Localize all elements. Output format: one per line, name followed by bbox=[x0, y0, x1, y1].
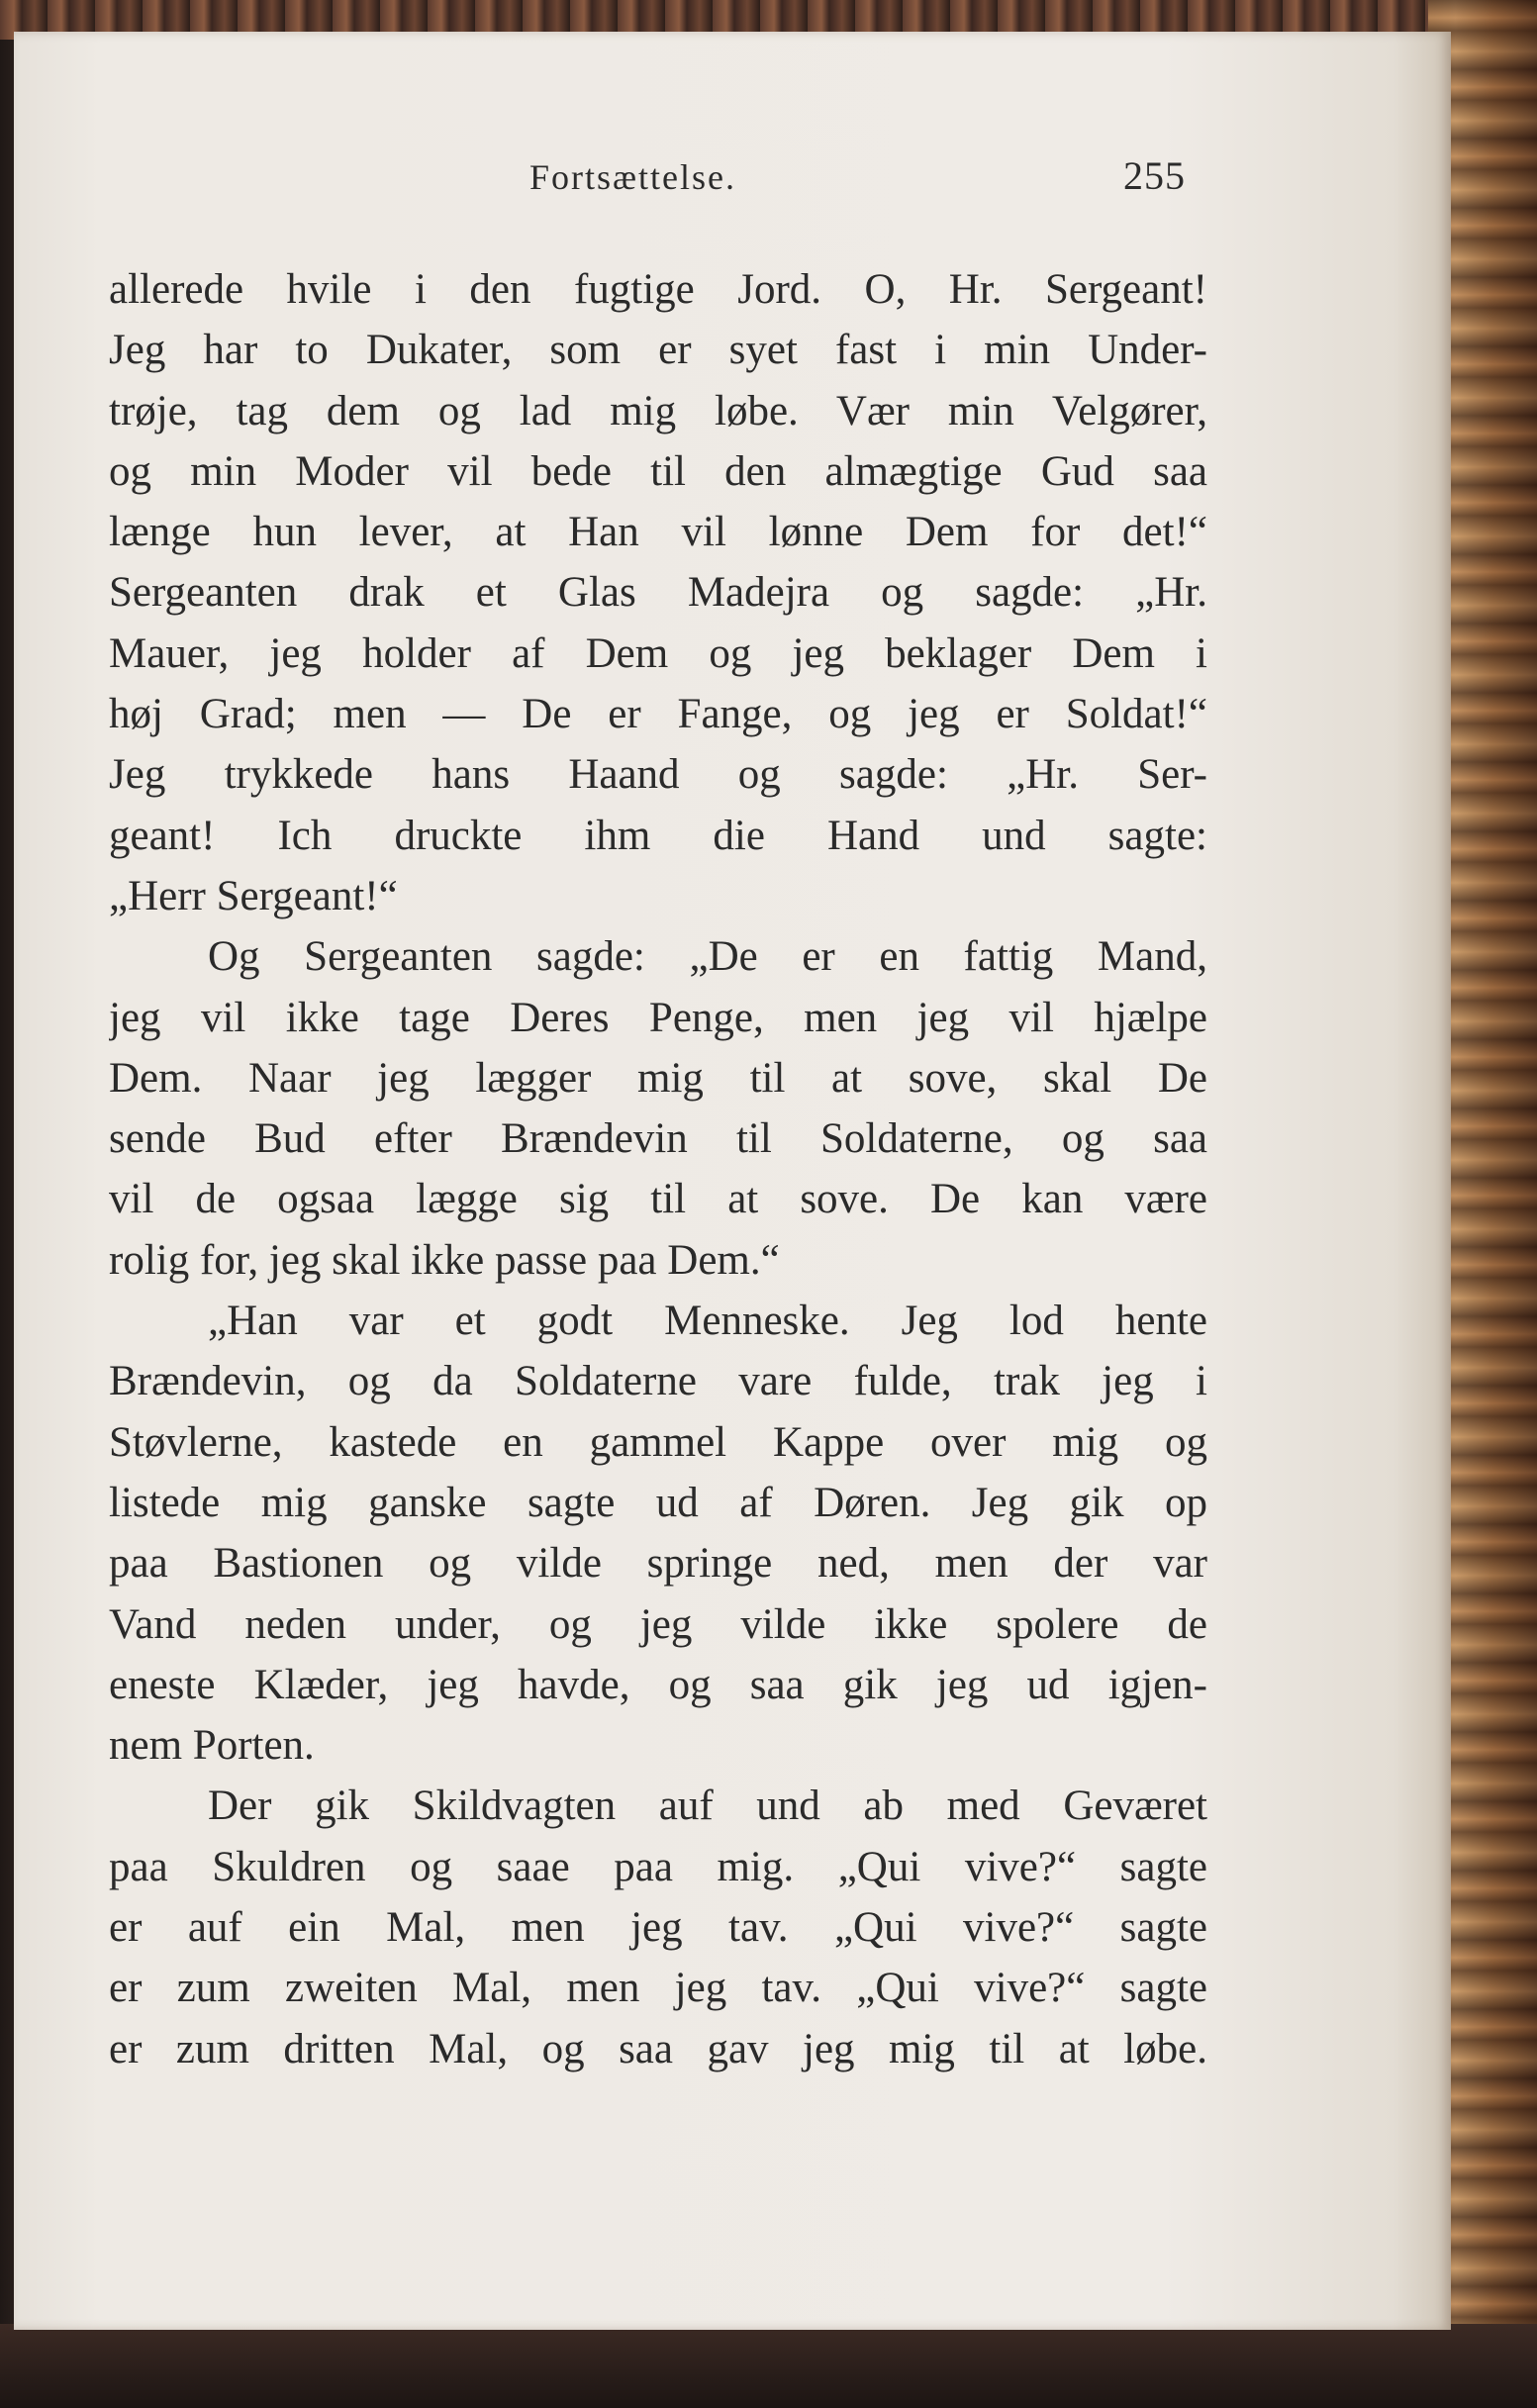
text-line: rolig for, jeg skal ikke passe paa Dem.“ bbox=[109, 1236, 780, 1284]
text-line: nem Porten. bbox=[109, 1722, 315, 1770]
text-line: sende Bud efter Brændevin til Soldaterne, og saa bbox=[109, 1115, 1207, 1163]
text-line: listede mig ganske sagte ud af Døren. Jeg gik op bbox=[109, 1479, 1207, 1526]
text-line: „Han var et godt Menneske. Jeg lod hente bbox=[208, 1298, 1207, 1345]
text-line: paa Bastionen og vilde springe ned, men der var bbox=[109, 1540, 1207, 1588]
text-line: høj Grad; men — De er Fange, og jeg er Soldat!“ bbox=[109, 691, 1207, 738]
text-line: Vand neden under, og jeg vilde ikke spolere de bbox=[109, 1600, 1207, 1648]
page-bottom-edge bbox=[0, 2324, 1537, 2408]
text-line: paa Skuldren og saae paa mig. „Qui vive?“ sagte bbox=[109, 1843, 1207, 1890]
text-line: eneste Klæder, jeg havde, og saa gik jeg ud igjen- bbox=[109, 1661, 1207, 1708]
text-line: Mauer, jeg holder af Dem og jeg beklager Dem i bbox=[109, 629, 1207, 677]
body-text bbox=[109, 259, 1207, 2079]
text-line: trøje, tag dem og lad mig løbe. Vær min Velgører, bbox=[109, 387, 1207, 434]
page-number: 255 bbox=[1123, 153, 1186, 198]
text-line: Brændevin, og da Soldaterne vare fulde, trak jeg i bbox=[109, 1358, 1207, 1405]
text-line: jeg vil ikke tage Deres Penge, men jeg vil hjælpe bbox=[109, 994, 1207, 1041]
text-line: og min Moder vil bede til den almægtige Gud saa bbox=[109, 447, 1207, 495]
text-line: længe hun lever, at Han vil lønne Dem for det!“ bbox=[109, 509, 1207, 556]
text-line: Støvlerne, kastede en gammel Kappe over mig og bbox=[109, 1418, 1207, 1466]
text-line: Dem. Naar jeg lægger mig til at sove, skal De bbox=[109, 1054, 1207, 1102]
text-line: allerede hvile i den fugtige Jord. O, Hr. Sergeant! bbox=[109, 266, 1207, 313]
running-title: Fortsættelse. bbox=[529, 157, 737, 197]
text-line: Sergeanten drak et Glas Madejra og sagde: „Hr. bbox=[109, 569, 1207, 617]
text-line: vil de ogsaa lægge sig til at sove. De kan være bbox=[109, 1176, 1207, 1223]
text-line: „Herr Sergeant!“ bbox=[109, 872, 398, 919]
text-line: er auf ein Mal, men jeg tav. „Qui vive?“ sagte bbox=[109, 1904, 1207, 1952]
text-line: Jeg trykkede hans Haand og sagde: „Hr. Ser- bbox=[109, 751, 1207, 799]
text-line: Og Sergeanten sagde: „De er en fattig Mand, bbox=[208, 933, 1207, 981]
text-line: er zum dritten Mal, og saa gav jeg mig til at løbe. bbox=[109, 2025, 1207, 2072]
text-line: Jeg har to Dukater, som er syet fast i min Under- bbox=[109, 327, 1207, 374]
running-head bbox=[0, 153, 1537, 206]
text-line: geant! Ich druckte ihm die Hand und sagte: bbox=[109, 812, 1207, 859]
text-line: er zum zweiten Mal, men jeg tav. „Qui vive?“ sagte bbox=[109, 1965, 1207, 2012]
text-line: Der gik Skildvagten auf und ab med Geværet bbox=[208, 1782, 1207, 1830]
